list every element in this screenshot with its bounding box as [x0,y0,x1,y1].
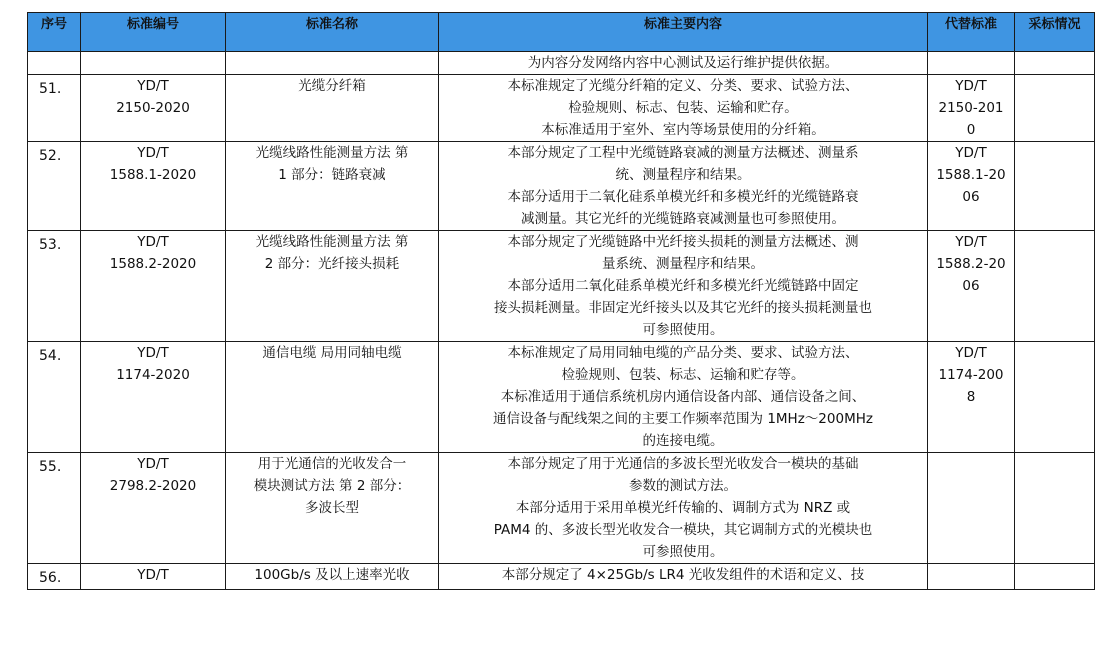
replaces-line: YD/T [955,145,987,161]
cell-no [28,453,81,564]
standard-name-line: 多波长型 [305,500,359,516]
cell-adoption [1015,142,1095,231]
standard-name-line: 通信电缆 局用同轴电缆 [262,345,402,361]
content-line: 本部分规定了 4×25Gb/s LR4 光收发组件的术语和定义、技 [501,567,865,583]
table-row [28,231,1095,342]
standard-code-line: YD/T [137,456,169,472]
standard-code-line: YD/T [137,78,169,94]
cell-content [439,453,928,564]
table-row [28,142,1095,231]
table-row [28,564,1095,590]
cell-no [28,342,81,453]
content-line: 本部分规定了用于光通信的多波长型光收发合一模块的基础 [507,456,859,472]
cell-no [28,75,81,142]
cell-code [81,75,226,142]
cell-content [439,52,928,75]
header-content: 标准主要内容 [439,13,928,52]
content-line: 本标准规定了局用同轴电缆的产品分类、要求、试验方法、 [507,345,859,361]
table-row [28,75,1095,142]
replaces-line: 1588.1-20 [936,167,1006,183]
content-line: 本部分规定了光缆链路中光纤接头损耗的测量方法概述、测 [507,234,859,250]
replaces-line: 0 [966,122,976,138]
row-number: 55. [39,459,62,475]
continuation-row [28,52,1095,75]
standard-code-line: 1174-2020 [116,367,190,383]
content-line: 量系统、测量程序和结果。 [602,256,764,272]
standard-code-line: YD/T [137,345,169,361]
standard-name-line: 光缆线路性能测量方法 第 [255,145,409,161]
cell-replaces [928,231,1015,342]
header-code: 标准编号 [81,13,226,52]
content-line: 本标准适用于通信系统机房内通信设备内部、通信设备之间、 [500,389,866,405]
cell-adoption [1015,231,1095,342]
cell-adoption [1015,342,1095,453]
cell-code [81,342,226,453]
cell-content [439,75,928,142]
content-line: 本标准规定了光缆分纤箱的定义、分类、要求、试验方法、 [507,78,859,94]
replaces-line: 1588.2-20 [936,256,1006,272]
content-line: 可参照使用。 [642,322,724,338]
cell-adoption [1015,564,1095,590]
content-line: 本标准适用于室外、室内等场景使用的分纤箱。 [541,122,825,138]
cell-replaces [928,453,1015,564]
cell-code [81,52,226,75]
cell-content [439,342,928,453]
table-header-row [28,13,1095,52]
standard-code-line: 1588.2-2020 [109,256,197,272]
row-number: 56. [39,570,62,586]
content-line: PAM4 的、多波长型光收发合一模块，其它调制方式的光模块也 [493,522,873,538]
cell-name [226,52,439,75]
cell-replaces [928,342,1015,453]
content-line: 参数的测试方法。 [629,478,737,494]
cell-no [28,564,81,590]
replaces-line: 06 [962,189,980,205]
page-cut-edge [0,654,1106,658]
cell-adoption [1015,52,1095,75]
standard-code-line: 2150-2020 [116,100,190,116]
cell-code [81,142,226,231]
content-line: 统、测量程序和结果。 [615,167,751,183]
cell-name [226,231,439,342]
replaces-line: YD/T [955,234,987,250]
cell-adoption [1015,75,1095,142]
row-number: 51. [39,81,62,97]
table-row [28,342,1095,453]
cell-no [28,231,81,342]
cell-name [226,453,439,564]
cell-name [226,75,439,142]
replaces-line: 8 [966,389,976,405]
cell-replaces [928,52,1015,75]
cell-name [226,142,439,231]
standard-name-line: 2 部分：光纤接头损耗 [264,256,400,272]
header-replaces: 代替标准 [928,13,1015,52]
standard-code-line: 2798.2-2020 [109,478,197,494]
standard-name-line: 用于光通信的光收发合一 [257,456,407,472]
content-line: 检验规则、标志、包装、运输和贮存。 [568,100,798,116]
cell-content [439,231,928,342]
cell-replaces [928,142,1015,231]
content-line: 可参照使用。 [642,544,724,560]
cell-replaces [928,75,1015,142]
standard-code-line: 1588.1-2020 [109,167,197,183]
replaces-line: YD/T [955,345,987,361]
content-line: 本部分适用于采用单模光纤传输的、调制方式为 NRZ 或 [515,500,851,516]
content-line: 的连接电缆。 [642,433,724,449]
standard-code-line: YD/T [137,234,169,250]
cell-code [81,231,226,342]
header-name: 标准名称 [226,13,439,52]
table-row [28,453,1095,564]
cell-name [226,564,439,590]
content-line: 为内容分发网络内容中心测试及运行维护提供依据。 [527,55,839,71]
content-line: 本部分适用于二氧化硅系单模光纤和多模光纤的光缆链路衰 [507,189,859,205]
standard-code-line: YD/T [137,567,169,583]
header-no: 序号 [28,13,81,52]
content-line: 本部分规定了工程中光缆链路衰减的测量方法概述、测量系 [507,145,859,161]
standard-name-line: 1 部分：链路衰减 [278,167,386,183]
content-line: 接头损耗测量。非固定光纤接头以及其它光纤的接头损耗测量也 [494,300,872,316]
replaces-line: 2150-201 [938,100,1004,116]
row-number: 54. [39,348,62,364]
header-adoption: 采标情况 [1015,13,1095,52]
content-line: 本部分适用二氧化硅系单模光纤和多模光纤光缆链路中固定 [507,278,859,294]
standards-table [27,12,1095,590]
cell-name [226,342,439,453]
cell-content [439,142,928,231]
cell-content [439,564,928,590]
standard-name-line: 光缆线路性能测量方法 第 [255,234,409,250]
cell-code [81,453,226,564]
row-number: 52. [39,148,62,164]
cell-replaces [928,564,1015,590]
standard-name-line: 模块测试方法 第 2 部分： [253,478,411,494]
cell-code [81,564,226,590]
cell-adoption [1015,453,1095,564]
cell-no [28,52,81,75]
row-number: 53. [39,237,62,253]
cell-no [28,142,81,231]
replaces-line: 06 [962,278,980,294]
standard-code-line: YD/T [137,145,169,161]
standard-name-line: 100Gb/s 及以上速率光收 [254,567,410,583]
content-line: 通信设备与配线架之间的主要工作频率范围为 1MHz～200MHz [493,411,873,427]
replaces-line: YD/T [955,78,987,94]
replaces-line: 1174-200 [938,367,1004,383]
content-line: 检验规则、包装、标志、运输和贮存等。 [561,367,805,383]
standard-name-line: 光缆分纤箱 [298,78,366,94]
content-line: 减测量。其它光纤的光缆链路衰减测量也可参照使用。 [521,211,845,227]
